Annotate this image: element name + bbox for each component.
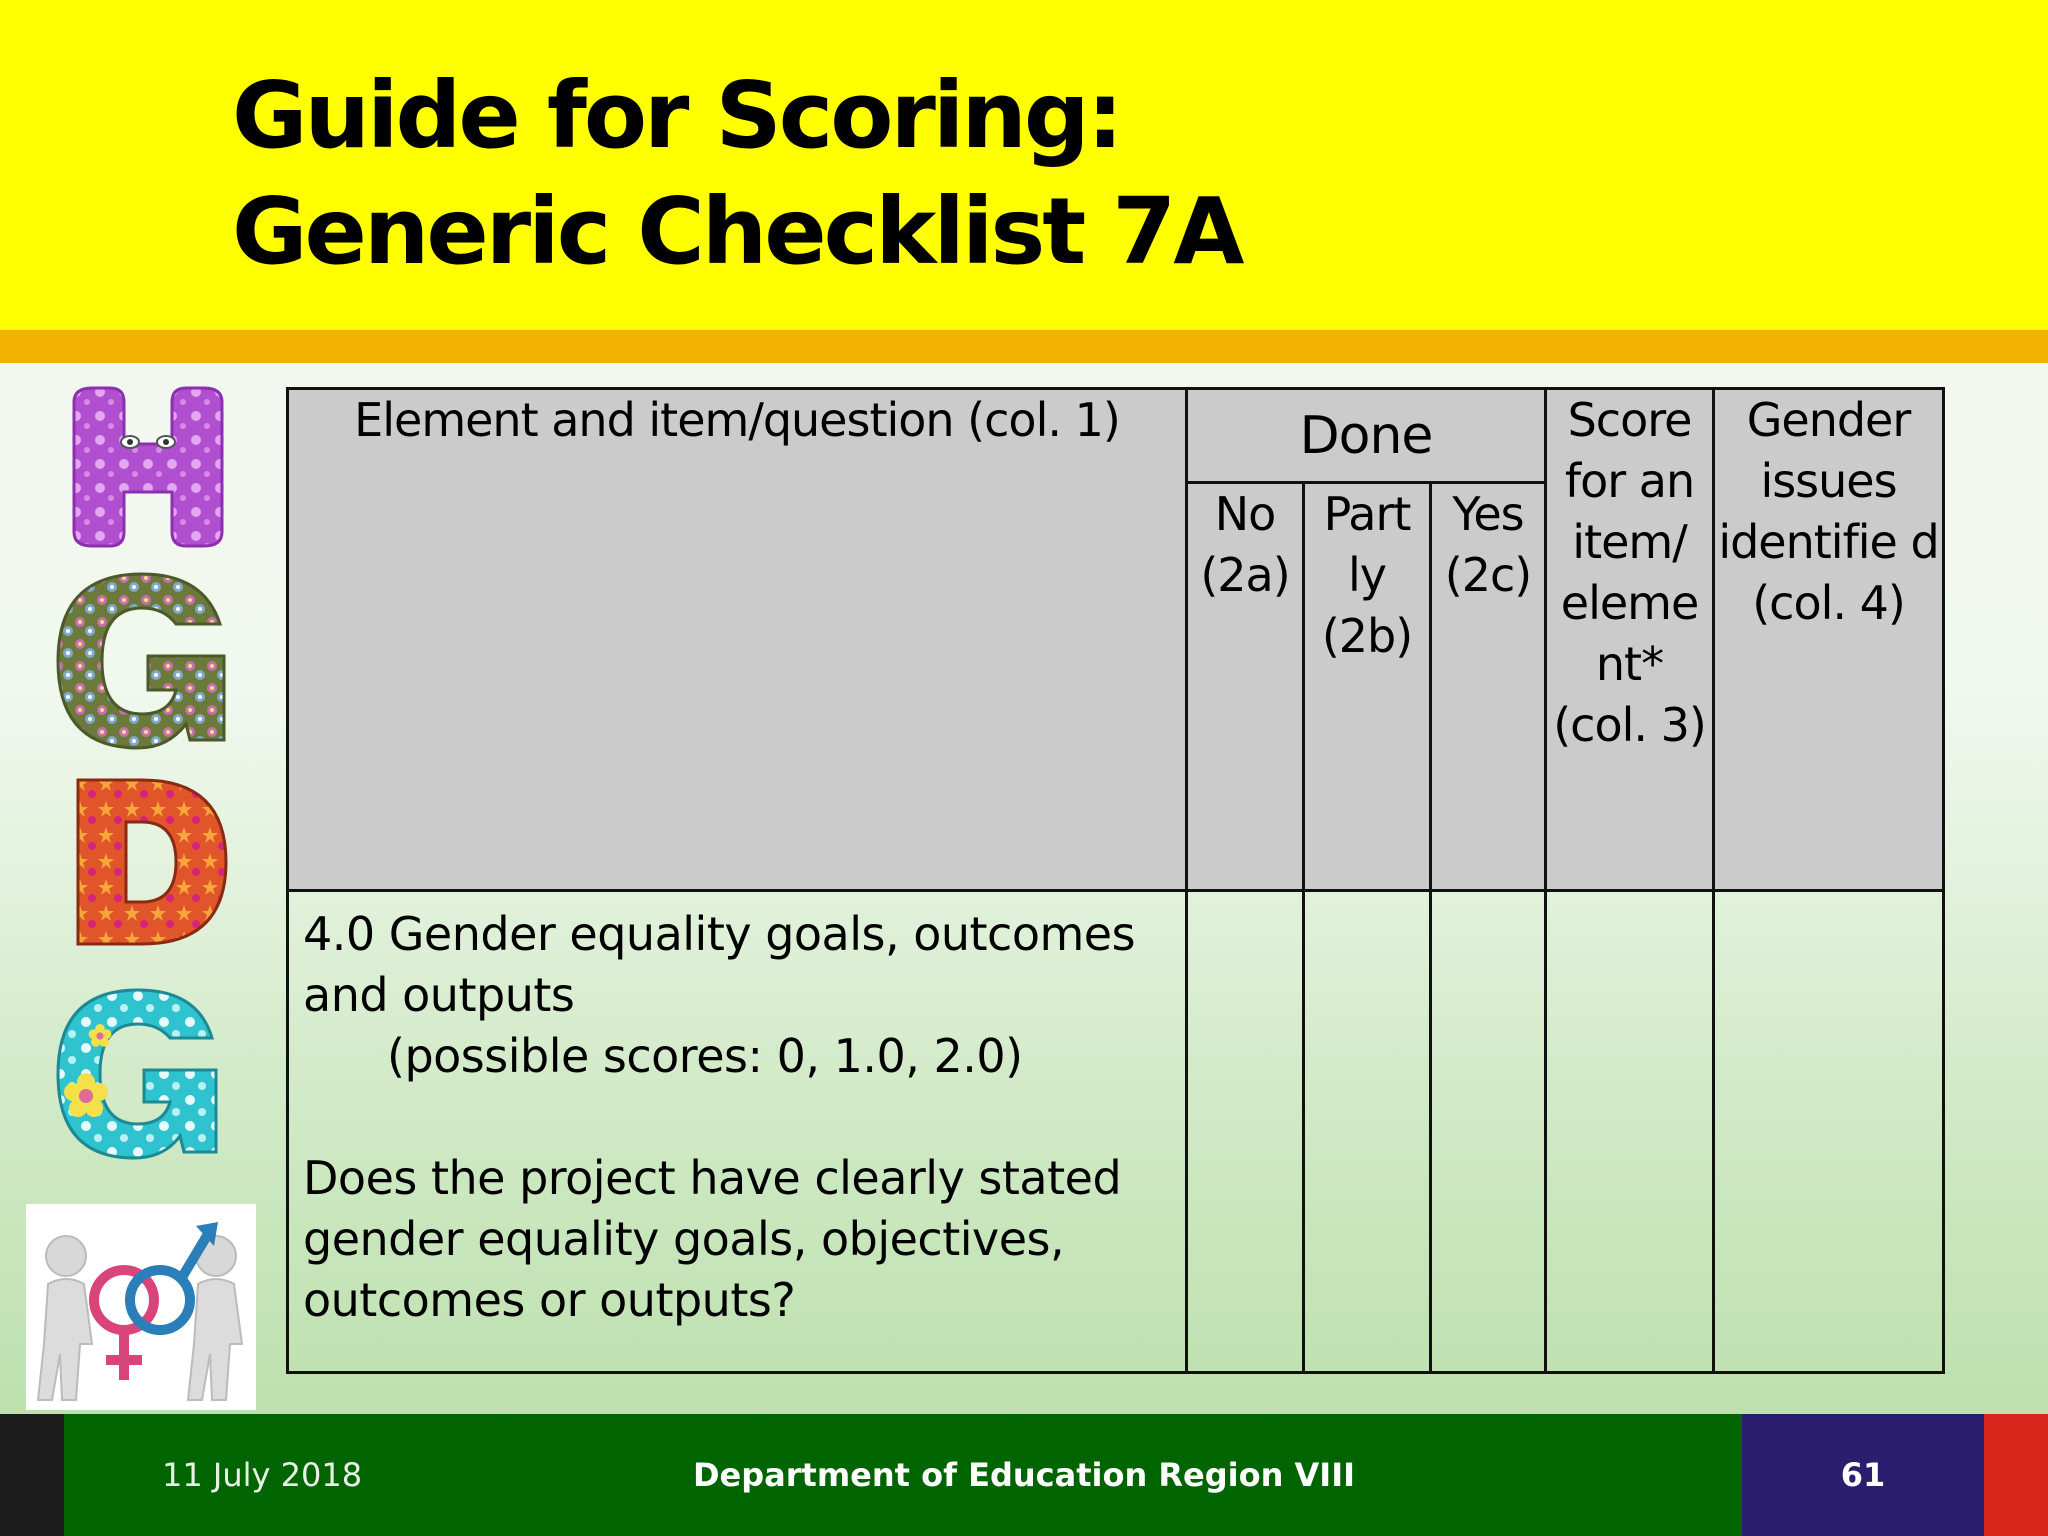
letter-g-icon (52, 572, 232, 750)
row-question-line-2: gender equality goals, objectives, (303, 1212, 1065, 1266)
letter-d-icon (72, 774, 232, 950)
header-yes: Yes (2c) (1431, 483, 1546, 891)
header-score: Score for an item/ eleme nt* (col. 3) (1546, 389, 1714, 891)
title-rule (0, 330, 2048, 363)
slide-title (232, 58, 1241, 290)
cell-partly[interactable] (1304, 891, 1431, 1373)
header-no: No (2a) (1187, 483, 1304, 891)
footer-accent-black (0, 1414, 64, 1536)
cell-yes[interactable] (1431, 891, 1546, 1373)
row-gap (303, 1087, 1171, 1148)
row-item-question (288, 891, 1187, 1373)
row-question-line-3: outcomes or outputs? (303, 1273, 796, 1327)
row-line-1: 4.0 Gender equality goals, outcomes (303, 907, 1136, 961)
scoring-table (286, 387, 1945, 1374)
slide-footer (0, 1414, 2048, 1536)
letter-h-icon (68, 384, 228, 549)
header-element-question: Element and item/question (col. 1) (288, 389, 1187, 891)
footer-date: 11 July 2018 (162, 1456, 363, 1494)
gender-symbols-image (26, 1204, 256, 1410)
footer-page-number: 61 (1840, 1456, 1886, 1494)
footer-department: Department of Education Region VIII (692, 1456, 1356, 1494)
footer-accent-red (1984, 1414, 2048, 1536)
header-partly: Part ly (2b) (1304, 483, 1431, 891)
header-done: Done (1187, 389, 1546, 483)
header-gender-issues: Gender issues identifie d (col. 4) (1714, 389, 1944, 891)
cell-gender-issues[interactable] (1714, 891, 1944, 1373)
slide-title-line1: Guide for Scoring: (232, 62, 1121, 169)
row-possible-scores: (possible scores: 0, 1.0, 2.0) (387, 1029, 1023, 1083)
row-line-2: and outputs (303, 968, 575, 1022)
cell-score[interactable] (1546, 891, 1714, 1373)
row-question-line-1: Does the project have clearly stated (303, 1151, 1122, 1205)
cell-no[interactable] (1187, 891, 1304, 1373)
letter-g-cyan-icon (52, 988, 224, 1160)
slide-title-line2: Generic Checklist 7A (232, 178, 1242, 285)
